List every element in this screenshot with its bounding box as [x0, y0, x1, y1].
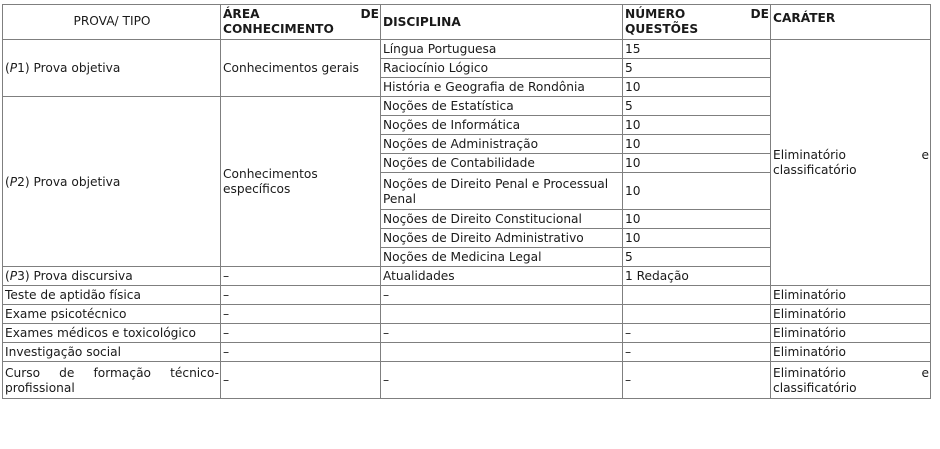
- p2-disciplina-5: [381, 173, 623, 210]
- p2-disciplina-1: Noções de Estatística: [381, 97, 623, 116]
- curso-carater-line2: classificatório: [773, 380, 857, 395]
- p3-tipo-cell: [3, 267, 221, 286]
- header-area-word1: ÁREA: [223, 7, 260, 21]
- investigacao-questoes: –: [623, 343, 771, 362]
- medicos-carater: Eliminatório: [771, 324, 931, 343]
- aptidao-disciplina: –: [381, 286, 623, 305]
- p3-disciplina: Atualidades: [381, 267, 623, 286]
- p2-disciplina-7: Noções de Direito Administrativo: [381, 229, 623, 248]
- curso-tipo-w2: de: [59, 365, 75, 380]
- p2-area-line2: específicos: [223, 182, 291, 196]
- p1-disciplina-1: Língua Portuguesa: [381, 40, 623, 59]
- table-row-p1-1: [3, 40, 931, 59]
- curso-carater-word1: Eliminatório: [773, 365, 847, 380]
- p2-questoes-8: 5: [623, 248, 771, 267]
- carater-p1-p3-line2: classificatório: [773, 163, 857, 177]
- p2-disciplina-2: Noções de Informática: [381, 116, 623, 135]
- psicotecnico-carater: Eliminatório: [771, 305, 931, 324]
- p2-questoes-1: 5: [623, 97, 771, 116]
- header-numero-word2: DE: [750, 7, 769, 21]
- p3-questoes: 1 Redação: [623, 267, 771, 286]
- header-prova-tipo: PROVA/ TIPO: [3, 5, 221, 40]
- medicos-disciplina: –: [381, 324, 623, 343]
- table-row-psicotecnico: [3, 305, 931, 324]
- investigacao-tipo: Investigação social: [3, 343, 221, 362]
- table-row-investigacao: [3, 343, 931, 362]
- aptidao-questoes: [623, 286, 771, 305]
- p2-label: 2) Prova objetiva: [17, 174, 121, 189]
- p1-area-cell: Conhecimentos gerais: [221, 40, 381, 97]
- investigacao-disciplina: [381, 343, 623, 362]
- exam-table: [2, 4, 931, 399]
- aptidao-area: –: [221, 286, 381, 305]
- p2-questoes-6: 10: [623, 210, 771, 229]
- table-row-curso: [3, 362, 931, 399]
- curso-tipo-line1: [5, 366, 219, 381]
- header-numero: [623, 5, 771, 40]
- curso-carater-word2: e: [921, 365, 929, 380]
- carater-p1-p3-word2: e: [921, 148, 929, 162]
- p1-paren: (: [5, 61, 10, 75]
- p2-disciplina-6: Noções de Direito Constitucional: [381, 210, 623, 229]
- header-disciplina: DISCIPLINA: [381, 5, 623, 40]
- p2-disciplina-8: Noções de Medicina Legal: [381, 248, 623, 267]
- header-numero-word1: NÚMERO: [625, 7, 686, 21]
- p2-questoes-2: 10: [623, 116, 771, 135]
- medicos-tipo: Exames médicos e toxicológico: [3, 324, 221, 343]
- aptidao-carater: Eliminatório: [771, 286, 931, 305]
- header-area-word2: DE: [360, 7, 379, 21]
- medicos-area: –: [221, 324, 381, 343]
- psicotecnico-tipo: Exame psicotécnico: [3, 305, 221, 324]
- carater-p1-p3-cell: [771, 40, 931, 286]
- p2-tipo-cell: [3, 97, 221, 267]
- psicotecnico-questoes: [623, 305, 771, 324]
- medicos-questoes: –: [623, 324, 771, 343]
- carater-p1-p3-word1: Eliminatório: [773, 148, 847, 162]
- p2-disciplina-4: Noções de Contabilidade: [381, 154, 623, 173]
- p2-code: P: [9, 174, 18, 189]
- p1-disciplina-2: Raciocínio Lógico: [381, 59, 623, 78]
- p1-code: P: [9, 61, 18, 75]
- p1-questoes-3: 10: [623, 78, 771, 97]
- header-numero-line2: QUESTÕES: [625, 22, 699, 36]
- psicotecnico-disciplina: [381, 305, 623, 324]
- curso-tipo-w1: Curso: [5, 365, 41, 380]
- p3-label: 3) Prova discursiva: [17, 269, 133, 283]
- p2-disciplina-5-line1: Noções de Direito Penal e Processual: [383, 176, 609, 191]
- psicotecnico-area: –: [221, 305, 381, 324]
- p1-disciplina-3: História e Geografia de Rondônia: [381, 78, 623, 97]
- p2-paren: (: [5, 174, 10, 189]
- header-area-line2: CONHECIMENTO: [223, 22, 334, 36]
- p2-questoes-5: 10: [623, 173, 771, 210]
- curso-tipo-w3: formação: [93, 365, 151, 380]
- p2-questoes-4: 10: [623, 154, 771, 173]
- curso-disciplina: –: [381, 362, 623, 399]
- header-carater: CARÁTER: [771, 5, 931, 40]
- table-row-medicos: [3, 324, 931, 343]
- p3-paren: (: [5, 269, 10, 283]
- curso-area: –: [221, 362, 381, 399]
- p2-area-line1: Conhecimentos: [223, 167, 318, 181]
- p1-questoes-2: 5: [623, 59, 771, 78]
- header-area: [221, 5, 381, 40]
- p2-disciplina-5-line2: Penal: [383, 191, 416, 206]
- investigacao-carater: Eliminatório: [771, 343, 931, 362]
- aptidao-tipo: Teste de aptidão física: [3, 286, 221, 305]
- curso-questoes: –: [623, 362, 771, 399]
- p3-code: P: [9, 269, 18, 283]
- document-table-wrapper: [2, 4, 931, 399]
- table-row-aptidao: [3, 286, 931, 305]
- p1-questoes-1: 15: [623, 40, 771, 59]
- p1-tipo-cell: [3, 40, 221, 97]
- p2-questoes-7: 10: [623, 229, 771, 248]
- p2-disciplina-3: Noções de Administração: [381, 135, 623, 154]
- p3-area-cell: –: [221, 267, 381, 286]
- curso-tipo-line2: profissional: [5, 380, 75, 395]
- investigacao-area: –: [221, 343, 381, 362]
- curso-tipo-w4: técnico-: [170, 365, 219, 380]
- curso-carater: [771, 362, 931, 399]
- header-row: [3, 5, 931, 40]
- p2-area-cell: [221, 97, 381, 267]
- p2-questoes-3: 10: [623, 135, 771, 154]
- curso-tipo: [3, 362, 221, 399]
- p1-label: 1) Prova objetiva: [17, 61, 121, 75]
